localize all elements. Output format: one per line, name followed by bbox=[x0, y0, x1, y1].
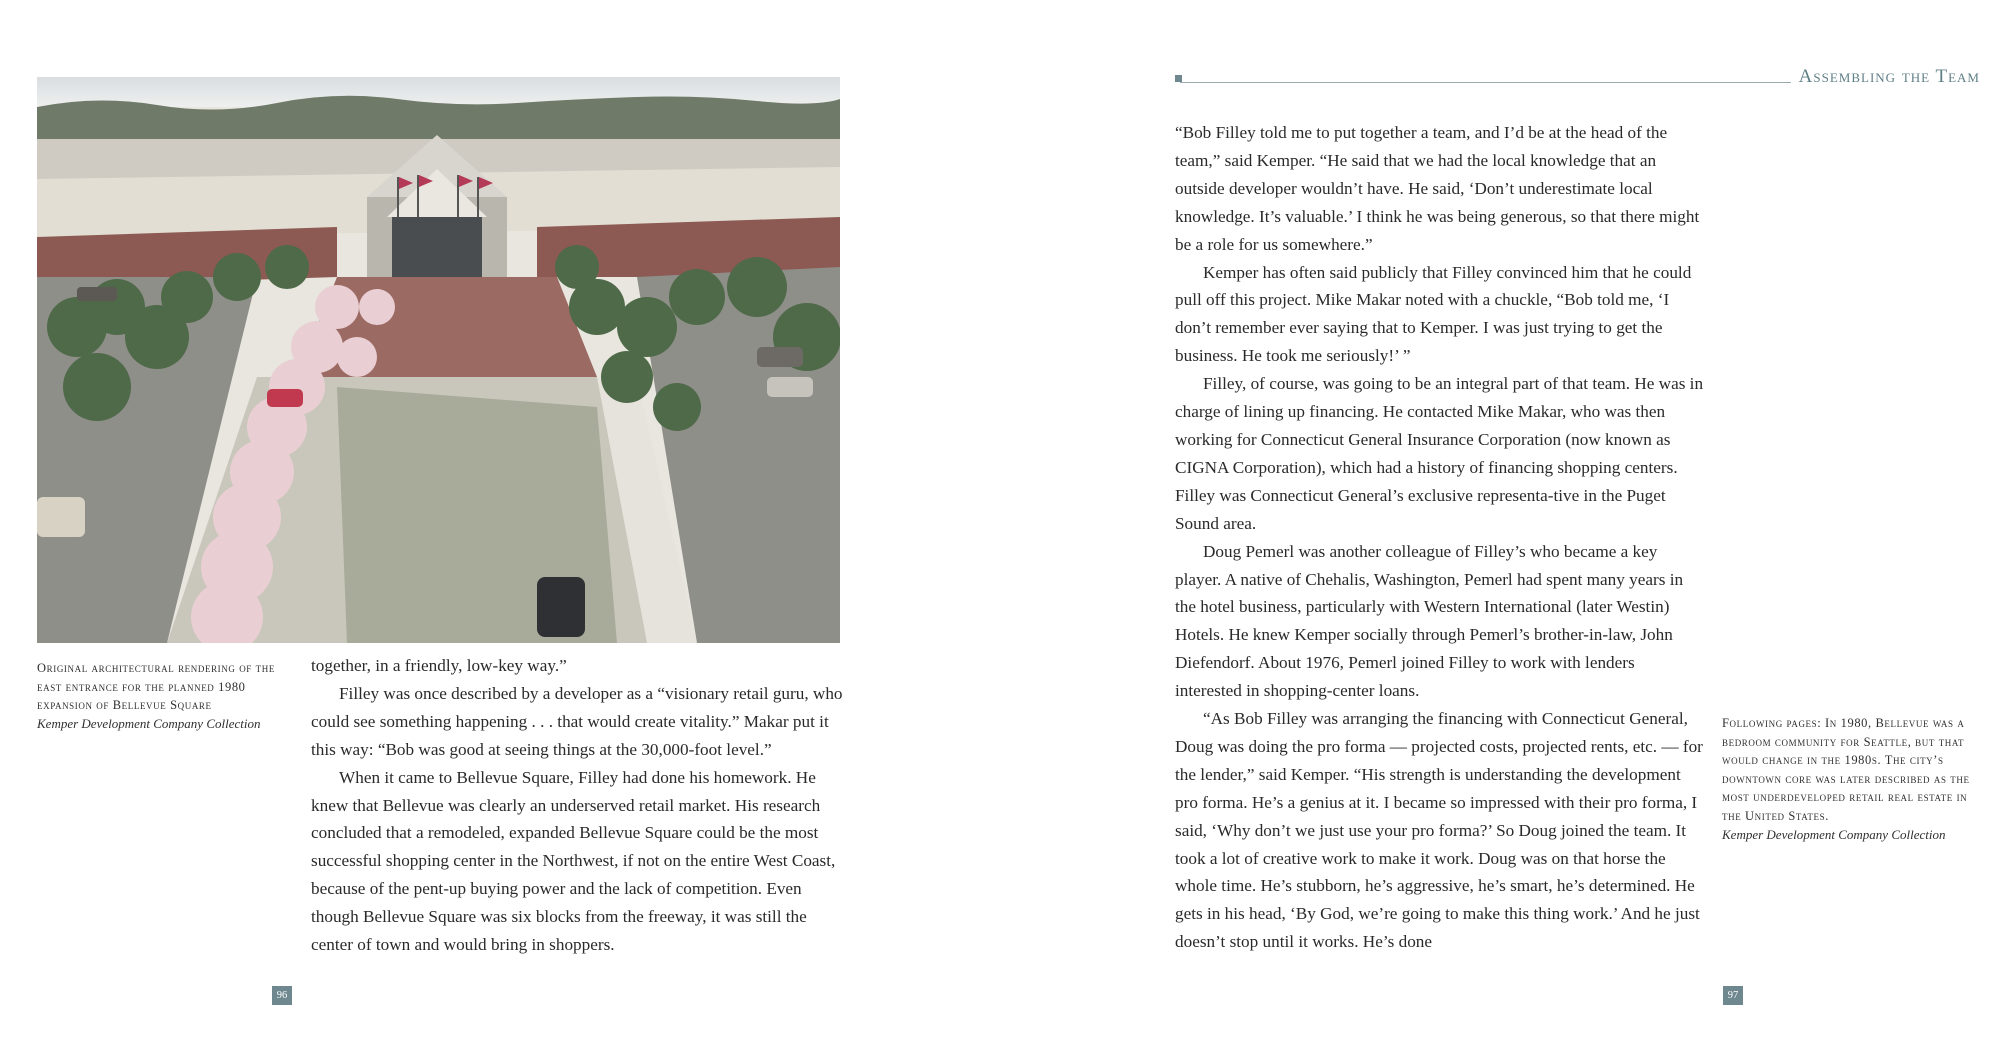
sidebar-caption-credit: Kemper Development Company Collection bbox=[1722, 826, 1946, 842]
paragraph: Filley was once described by a developer as a “visionary retail guru, who could see something happening . . . that would create vitality.” Makar put it this way: “Bob was good at seeing things at the 30,000-foot level.” bbox=[311, 683, 843, 759]
architectural-rendering-image bbox=[37, 77, 840, 643]
paragraph: Filley, of course, was going to be an integral part of that team. He was in charge of lining up financing. He contacted Mike Makar, who was then working for Connecticut General Insurance Corporation (now known as CIGNA Corporation), which had a history of financing shopping centers. Filley was Connecticut General’s exclusive representa-tive in the Puget Sound area. bbox=[1175, 374, 1704, 533]
left-body-text bbox=[311, 652, 846, 959]
paragraph: Kemper has often said publicly that Filley convinced him that he could pull off this project. Mike Makar noted with a chuckle, “Bob told me, ‘I don’t remember ever saying that to Kemper. I was just trying to get the business. He took me seriously!’ ” bbox=[1175, 262, 1692, 366]
running-head-marker bbox=[1175, 75, 1182, 82]
paragraph: together, in a friendly, low-key way.” bbox=[311, 656, 567, 675]
sidebar-caption-text: Following pages: In 1980, Bellevue was a bedroom community for Seattle, but that would change in the 1980s. The city’s downtown core was later described as the most underdeveloped retail real estate in the United States. bbox=[1722, 716, 1970, 823]
paragraph: When it came to Bellevue Square, Filley had done his homework. He knew that Bellevue was clearly an underserved retail market. His research concluded that a remodeled, expanded Bellevue Square could be the most successful shopping center in the Northwest, if not on the entire West Coast, because of the pent-up buying power and the lack of competition. Even though Bellevue Square was six blocks from the freeway, it was still the center of town and would bring in shoppers. bbox=[311, 767, 836, 955]
paragraph: Doug Pemerl was another colleague of Filley’s who became a key player. A native of Chehalis, Washington, Pemerl had spent many years in the hotel business, particularly with Western International (later Westin) Hotels. He knew Kemper socially through Pemerl’s brother-in-law, John Diefendorf. About 1976, Pemerl joined Filley to work with lenders interested in shopping-center loans. bbox=[1175, 541, 1684, 701]
running-head: Assembling the Team bbox=[1791, 66, 1980, 88]
caption-text: Original architectural rendering of the east entrance for the planned 1980 expansion of Bellevue Square bbox=[37, 661, 275, 713]
paragraph: “As Bob Filley was arranging the financing with Connecticut General, Doug was doing the pro forma — projected costs, projected rents, etc. — for the lender,” said Kemper. “His strength is understanding the development pro forma. He’s a genius at it. I became so impressed with their pro forma, I said, ‘Why don’t we just use your pro forma?’ So Doug joined the team. It took a lot of creative work to make it work. Doug was on that horse the whole time. He’s stubborn, he’s aggressive, he’s smart, he’s determined. He gets in his head, ‘By God, we’re going to make this thing work.’ And he just doesn’t stop until it works. He’s done bbox=[1175, 709, 1703, 952]
page-number: 96 bbox=[272, 986, 292, 1005]
page-number: 97 bbox=[1723, 986, 1743, 1005]
right-body-text bbox=[1175, 119, 1705, 956]
figure-caption bbox=[37, 659, 287, 733]
caption-credit: Kemper Development Company Collection bbox=[37, 715, 261, 731]
paragraph: “Bob Filley told me to put together a team, and I’d be at the head of the team,” said Kemper. “He said that we had the local knowledge that an outside developer wouldn’t have. He said, ‘Don’t underestimate local knowledge. It’s valuable.’ I think he was being generous, so that there might be a role for us somewhere.” bbox=[1175, 123, 1700, 254]
sidebar-caption bbox=[1722, 714, 1982, 844]
